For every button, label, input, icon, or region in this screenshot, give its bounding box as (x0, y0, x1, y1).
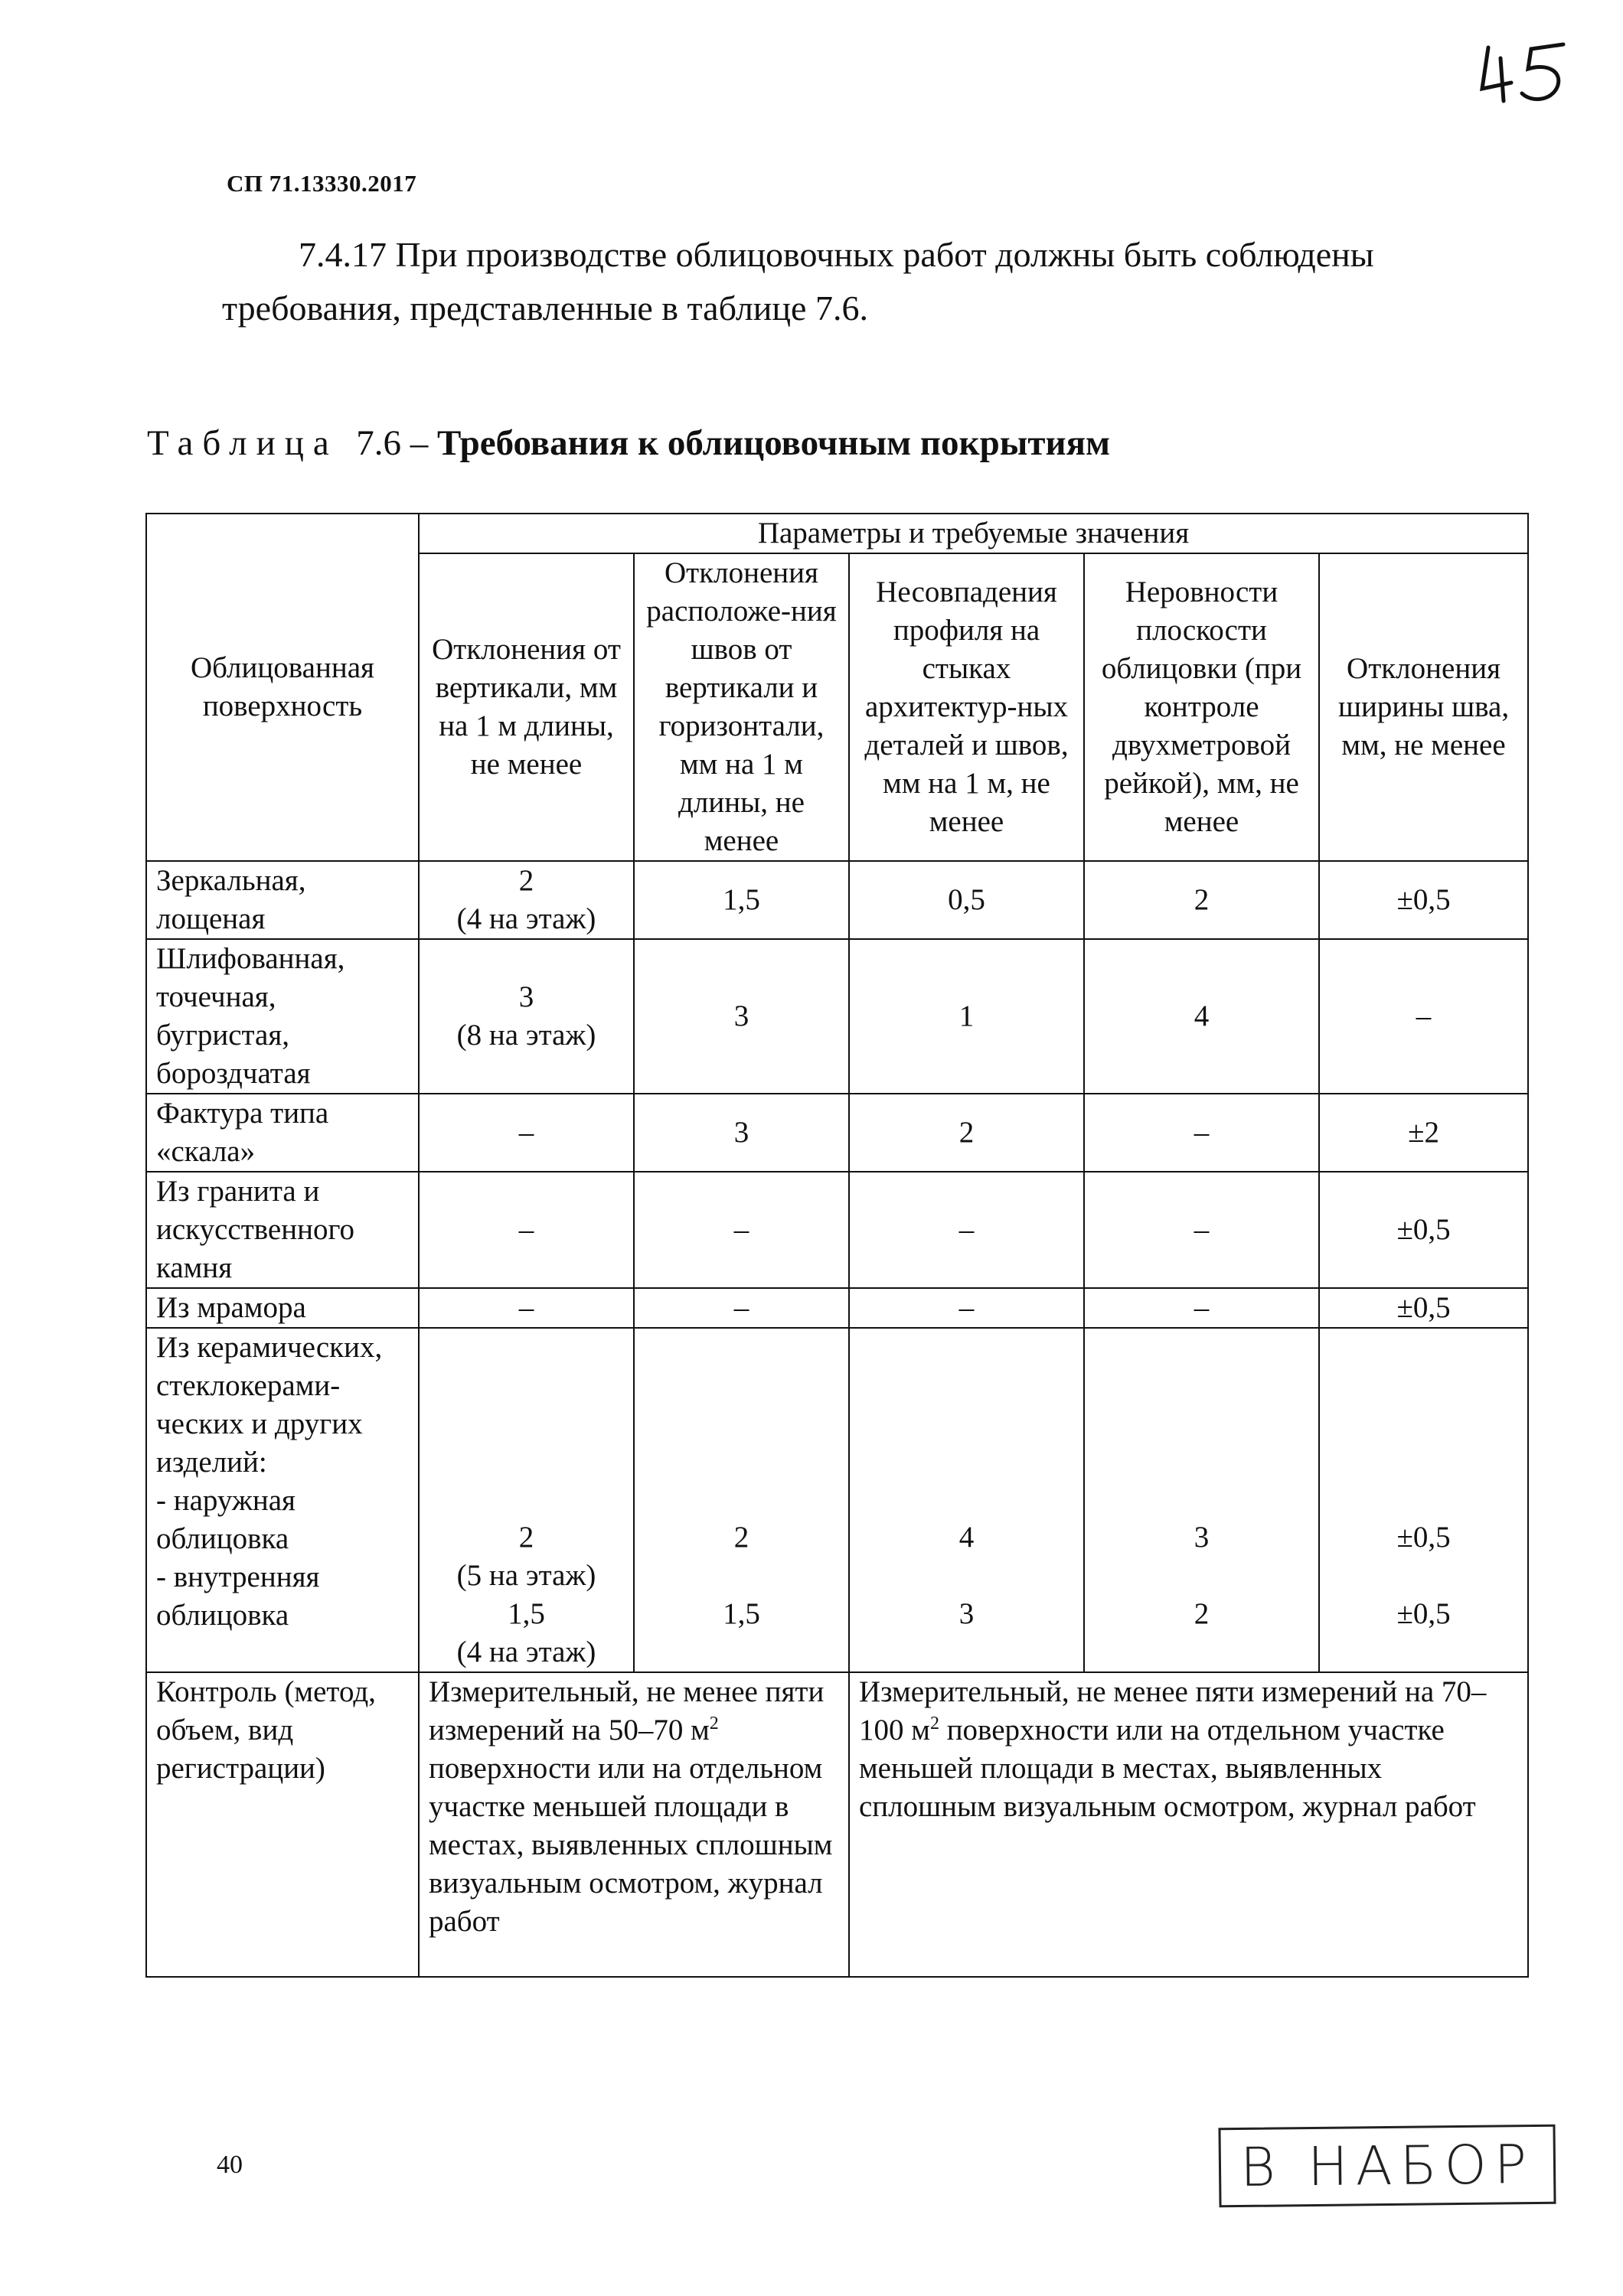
cell-value: – (1319, 939, 1528, 1094)
control-method-right: Измерительный, не менее пяти измерений на 70–100 $м^2$ поверхности или на отдельном участке меньшей площади в местах, выявленных сплошным визуальным осмотром, журнал работ (849, 1672, 1528, 1977)
cell-value: – (634, 1288, 849, 1328)
cell-value: – (849, 1172, 1084, 1288)
cell-value: – (849, 1288, 1084, 1328)
cell-value: 2 (849, 1094, 1084, 1172)
row-surface: Из мрамора (146, 1288, 419, 1328)
cell-value: 4 (1084, 939, 1319, 1094)
cell-value: – (419, 1172, 634, 1288)
cell-value: ±0,5 ±0,5 (1319, 1328, 1528, 1672)
table-row (146, 1094, 1528, 1172)
page-number: 40 (217, 2151, 243, 2179)
cell-value: ±0,5 (1319, 1172, 1528, 1288)
header-parameters-group: Параметры и требуемые значения (419, 514, 1528, 553)
header-profile-mismatch: Несовпадения профиля на стыках архитектур-ных деталей и швов, мм на 1 м, не менее (849, 553, 1084, 861)
table-row (146, 1328, 1528, 1672)
control-method-left: Измерительный, не менее пяти измерений на 50–70 $м^2$ поверхности или на отдельном участке меньшей площади в местах, выявленных сплошным визуальным осмотром, журнал работ (419, 1672, 849, 1977)
table-row (146, 1288, 1528, 1328)
cell-value: 4 3 (849, 1328, 1084, 1672)
table-row (146, 1172, 1528, 1288)
cell-value: – (419, 1094, 634, 1172)
table-row-control (146, 1672, 1528, 1977)
table-row (146, 939, 1528, 1094)
row-surface: Фактура типа «скала» (146, 1094, 419, 1172)
table-caption: Таблица 7.6 – Требования к облицовочным покрытиям (147, 423, 1111, 463)
row-control-label: Контроль (метод, объем, вид регистрации) (146, 1672, 419, 1977)
cell-value: ±2 (1319, 1094, 1528, 1172)
row-surface: Шлифованная, точечная, бугристая, бороздчатая (146, 939, 419, 1094)
row-surface-ceramic: Из керамических, стеклокерами-ческих и других изделий: - наружная облицовка - внутренняя облицовка (146, 1328, 419, 1672)
cell-value: 3 (8 на этаж) (419, 939, 634, 1094)
cell-value: 3 (634, 939, 849, 1094)
cell-value: 2 (5 на этаж) 1,5 (4 на этаж) (419, 1328, 634, 1672)
cell-value: – (1084, 1172, 1319, 1288)
cell-value: – (419, 1288, 634, 1328)
row-surface: Из гранита и искусственного камня (146, 1172, 419, 1288)
document-code: СП 71.13330.2017 (227, 170, 417, 197)
header-vertical-deviation: Отклонения от вертикали, мм на 1 м длины, не менее (419, 553, 634, 861)
intro-paragraph: 7.4.17 При производстве облицовочных работ должны быть соблюдены требования, представленные в таблице 7.6. (222, 235, 1374, 328)
cell-value: 0,5 (849, 861, 1084, 939)
header-surface: Облицованная поверхность (146, 514, 419, 861)
cell-value: ±0,5 (1319, 861, 1528, 939)
cell-value: 3 (634, 1094, 849, 1172)
cell-value: – (1084, 1288, 1319, 1328)
row-surface: Зеркальная, лощеная (146, 861, 419, 939)
header-seam-width: Отклонения ширины шва, мм, не менее (1319, 553, 1528, 861)
requirements-table (145, 513, 1529, 1978)
cell-value: 1,5 (634, 861, 849, 939)
table-row (146, 861, 1528, 939)
header-seam-deviation: Отклонения расположе-ния швов от вертикали и горизонтали, мм на 1 м длины, не менее (634, 553, 849, 861)
cell-value: – (1084, 1094, 1319, 1172)
cell-value: 3 2 (1084, 1328, 1319, 1672)
cell-value: 1 (849, 939, 1084, 1094)
cell-value: 2 (1084, 861, 1319, 939)
cell-value: 2 (4 на этаж) (419, 861, 634, 939)
cell-value: – (634, 1172, 849, 1288)
handwritten-page-number (1478, 38, 1577, 107)
stamp: В НАБОР (1218, 2125, 1556, 2208)
cell-value: 2 1,5 (634, 1328, 849, 1672)
cell-value: ±0,5 (1319, 1288, 1528, 1328)
header-flatness: Неровности плоскости облицовки (при контроле двухметровой рейкой), мм, не менее (1084, 553, 1319, 861)
